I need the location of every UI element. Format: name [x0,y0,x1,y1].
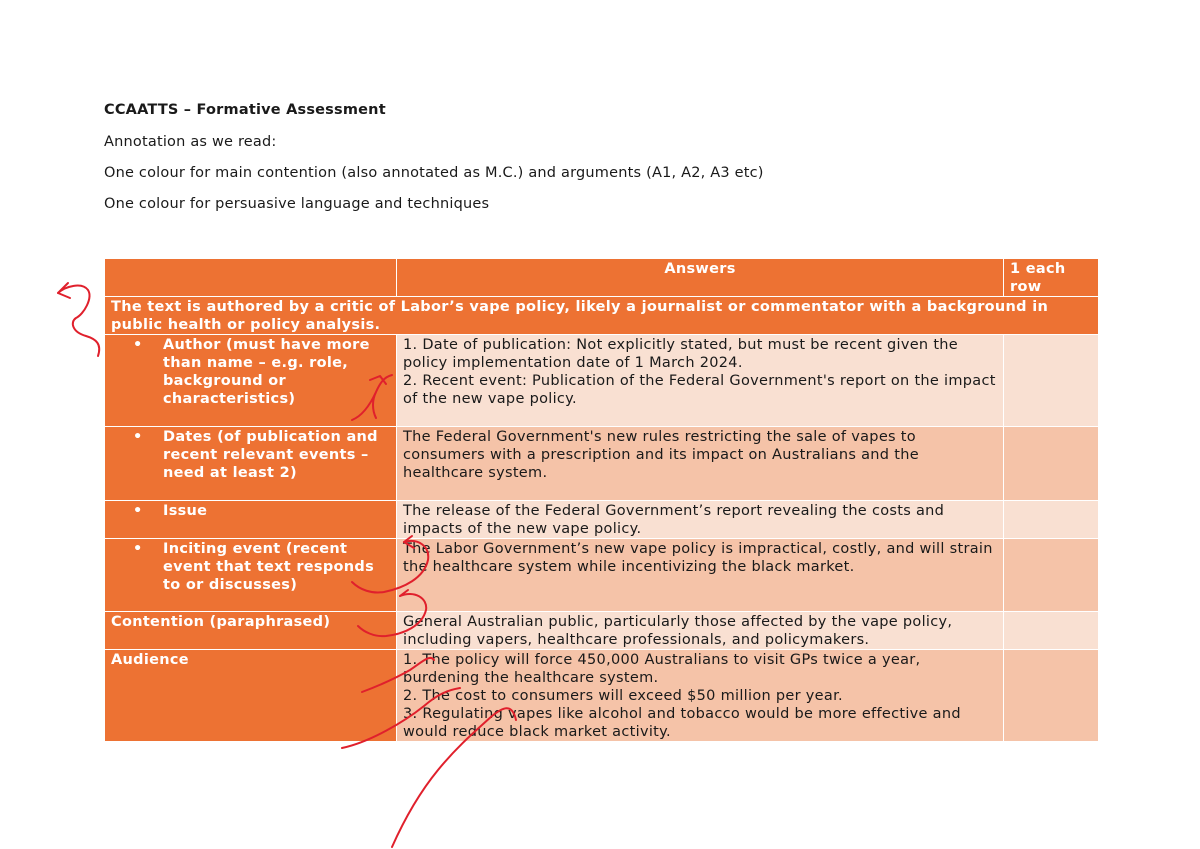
answer-line: 2. The cost to consumers will exceed $50 million per year. [403,688,843,704]
answer-line: General Australian public, particularly those affected by the vape policy, including vapers, healthcare professionals, and policymakers. [403,614,953,648]
table-row [105,501,1099,539]
table-row [105,612,1099,650]
document-title: CCAATTS – Formative Assessment [104,102,386,118]
answer-line: The Federal Government's new rules restricting the sale of vapes to consumers with a prescription and its impact on Australians and the healthcare system. [403,429,919,481]
author-summary-row [105,297,1099,335]
count-cell [1004,427,1099,501]
table-row [105,427,1099,501]
row-label-inciting-event: • Inciting event (recent event that text responds to or discusses) [105,539,397,612]
count-cell [1004,539,1099,612]
row-label-text: Issue [163,503,208,519]
row-label-author: • Author (must have more than name – e.g. role, background or characteristics) [105,335,397,427]
instruction-line-2: One colour for main contention (also annotated as M.C.) and arguments (A1, A2, A3 etc) [104,165,764,181]
answer-cell [397,501,1004,539]
ink-loop-left-1 [58,286,99,356]
row-label-text: Inciting event (recent event that text responds to or discusses) [163,541,375,593]
instruction-line-3: One colour for persuasive language and techniques [104,196,490,212]
author-summary-cell: The text is authored by a critic of Labor’s vape policy, likely a journalist or commentator with a background in public health or policy analysis. [105,297,1099,335]
header-cell-each-row: 1 each row [1004,259,1099,297]
row-label-text: Dates (of publication and recent relevant events – need at least 2) [163,429,378,481]
instruction-line-1: Annotation as we read: [104,134,277,150]
answer-cell [397,427,1004,501]
row-label-dates: • Dates (of publication and recent relevant events – need at least 2) [105,427,397,501]
table-row [105,335,1099,427]
row-label-issue: • Issue [105,501,397,539]
count-cell [1004,650,1099,742]
row-label-audience: Audience [105,650,397,742]
answer-line: 2. Recent event: Publication of the Federal Government's report on the impact of the new vape policy. [403,373,996,407]
table-header-row [105,259,1099,297]
ink-arrow-left [58,283,70,298]
header-cell-answers: Answers [397,259,1004,297]
answer-cell [397,612,1004,650]
row-label-text: Author (must have more than name – e.g. role, background or characteristics) [163,337,370,407]
answer-cell [397,335,1004,427]
count-cell [1004,501,1099,539]
answer-line: The Labor Government’s new vape policy is impractical, costly, and will strain the healthcare system while incentivizing the black market. [403,541,993,575]
answer-line: 1. Date of publication: Not explicitly stated, but must be recent given the policy implementation date of 1 March 2024. [403,337,959,371]
assessment-table [104,258,1099,742]
answer-line: The release of the Federal Government’s report revealing the costs and impacts of the new vape policy. [403,503,945,537]
answer-line: 3. Regulating vapes like alcohol and tobacco would be more effective and would reduce black market activity. [403,706,961,740]
answer-cell [397,539,1004,612]
row-label-contention: Contention (paraphrased) [105,612,397,650]
answer-cell [397,650,1004,742]
count-cell [1004,612,1099,650]
table-row [105,650,1099,742]
header-cell-empty [105,259,397,297]
answer-line: 1. The policy will force 450,000 Australians to visit GPs twice a year, burdening the healthcare system. [403,652,921,686]
table-row [105,539,1099,612]
count-cell [1004,335,1099,427]
